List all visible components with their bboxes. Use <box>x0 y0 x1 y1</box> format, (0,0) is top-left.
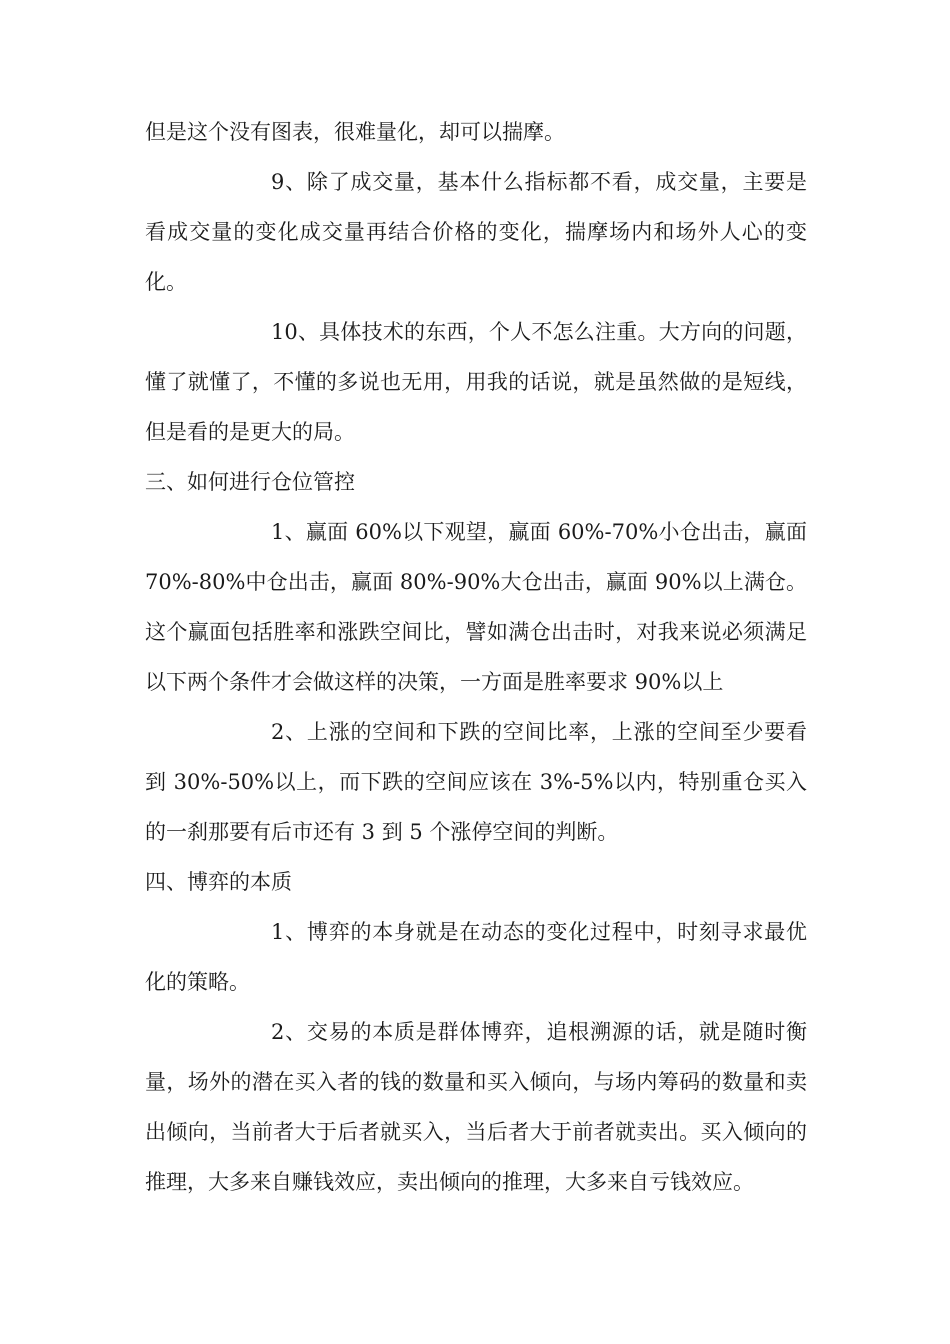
paragraph-position-item-1: 1、赢面 60%以下观望，赢面 60%-70%小仓出击，赢面70%-80%中仓出击，赢面 80%-90%大仓出击，赢面 90%以上满仓。这个赢面包括胜率和涨跌空间比，譬如满仓出击时，对我来说必须满足以下两个条件才会做这样的决策，一方面是胜率要求 90%以上 <box>145 520 807 694</box>
paragraph-continuation: 但是这个没有图表，很难量化，却可以揣摩。 <box>145 120 565 144</box>
paragraph-item-10: 10、具体技术的东西，个人不怎么注重。大方向的问题，懂了就懂了，不懂的多说也无用，用我的话说，就是虽然做的是短线，但是看的是更大的局。 <box>145 320 807 444</box>
section-heading-position-control: 三、如何进行仓位管控 <box>145 470 355 494</box>
section-heading-game-essence: 四、博弈的本质 <box>145 870 292 894</box>
paragraph-game-item-1: 1、博弈的本身就是在动态的变化过程中，时刻寻求最优化的策略。 <box>145 920 807 994</box>
paragraph-position-item-2: 2、上涨的空间和下跌的空间比率，上涨的空间至少要看到 30%-50%以上，而下跌的空间应该在 3%-5%以内，特别重仓买入的一刹那要有后市还有 3 到 5 个涨停空间的判断。 <box>145 720 807 844</box>
paragraph-game-item-2: 2、交易的本质是群体博弈，追根溯源的话，就是随时衡量，场外的潜在买入者的钱的数量和买入倾向，与场内筹码的数量和卖出倾向，当前者大于后者就买入，当后者大于前者就卖出。买入倾向的推理，大多来自赚钱效应，卖出倾向的推理，大多来自亏钱效应。 <box>145 1020 807 1194</box>
paragraph-item-9: 9、除了成交量，基本什么指标都不看，成交量，主要是看成交量的变化成交量再结合价格的变化，揣摩场内和场外人心的变化。 <box>145 170 807 294</box>
document-body <box>145 107 807 1207</box>
